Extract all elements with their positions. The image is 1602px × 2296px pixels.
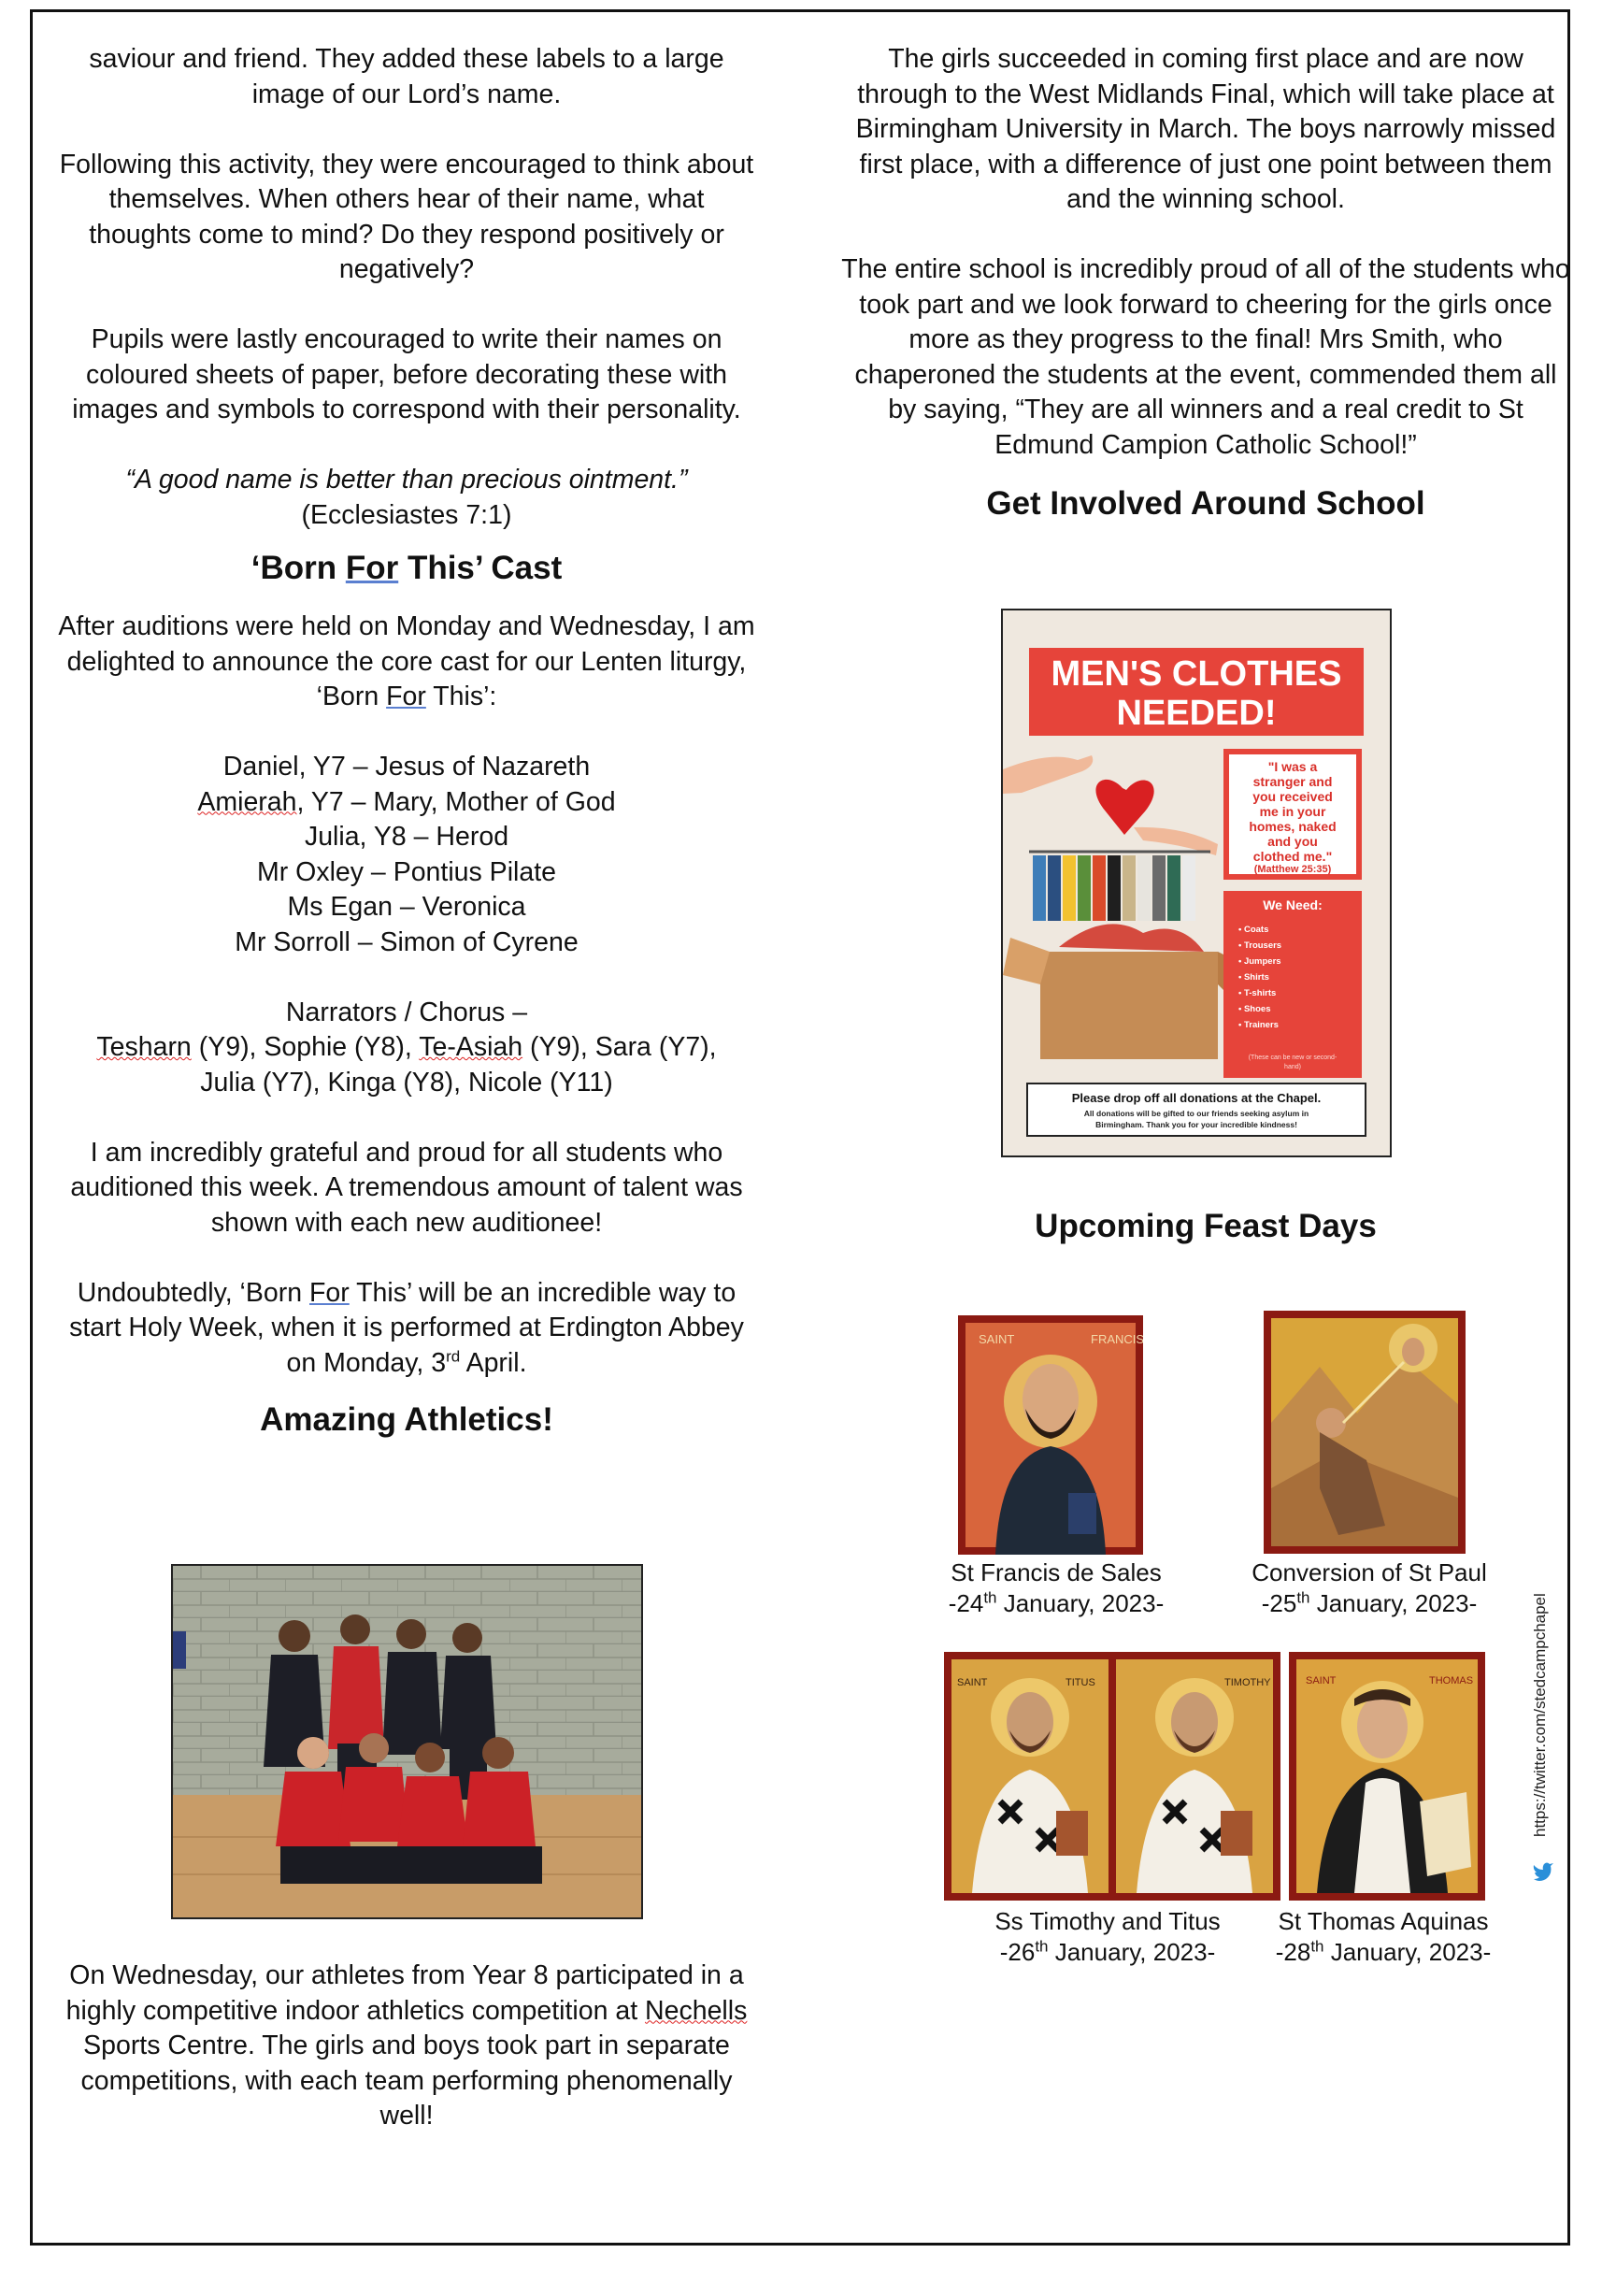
poster-need-item: • Shirts — [1238, 972, 1269, 983]
intro-paragraph-1: saviour and friend. They added these labels to a large image of our Lord’s name. — [89, 44, 724, 109]
poster-quote-line: and you — [1267, 834, 1318, 849]
athletics-team-photo — [171, 1564, 643, 1919]
clothes-appeal-poster — [1001, 609, 1392, 1157]
involved-heading: Get Involved Around School — [986, 485, 1425, 522]
feast-date: -24th January, 2023- — [948, 1588, 1165, 1617]
poster-title-line-2: NEEDED! — [1116, 694, 1277, 733]
feast-name: St Thomas Aquinas — [1278, 1907, 1489, 1935]
feast-name: St Francis de Sales — [951, 1558, 1162, 1586]
narrators-heading: Narrators / Chorus – — [285, 997, 528, 1027]
poster-quote-line: homes, naked — [1249, 819, 1337, 834]
poster-need-item: • Trainers — [1238, 1020, 1279, 1030]
thomas-icon-label-right: THOMAS — [1429, 1675, 1474, 1686]
feast-date: -26th January, 2023- — [999, 1937, 1216, 1966]
poster-artwork — [1003, 610, 1390, 1155]
poster-need-heading: We Need: — [1263, 897, 1323, 912]
poster-dropoff-text: All donations will be gifted to our friends seeking asylum in — [1083, 1109, 1309, 1118]
cast-item: Amierah, Y7 – Mary, Mother of God — [197, 786, 616, 817]
intro-paragraph-3: Pupils were lastly encouraged to write their names on coloured sheets of paper, before decorating these with images and symbols to correspond with their personality. — [72, 324, 741, 424]
cast-item: Julia, Y8 – Herod — [304, 822, 509, 852]
feast-name: Ss Timothy and Titus — [994, 1907, 1221, 1935]
aquinas-icon-image — [1289, 1652, 1485, 1901]
intro-paragraph-2: Following this activity, they were encouraged to think about themselves. When others hear of their name, what thoughts come to mind? Do they respond positively or negatively? — [59, 149, 754, 284]
cast-item: Daniel, Y7 – Jesus of Nazareth — [222, 752, 591, 782]
titus-icon-label-left: SAINT — [957, 1677, 988, 1688]
poster-need-item: • Trousers — [1238, 940, 1282, 951]
francis-icon-label-left: SAINT — [979, 1332, 1015, 1346]
feast-caption-aquinas — [1229, 1906, 1538, 1968]
scripture-reference: (Ecclesiastes 7:1) — [301, 499, 512, 530]
scripture-quote: “A good name is better than precious ointment.” — [125, 465, 688, 495]
poster-dropoff-text: Birmingham. Thank you for your incredible kindness! — [1095, 1120, 1297, 1129]
athletics-paragraph: On Wednesday, our athletes from Year 8 participated in a highly competitive indoor athletics competition at Nechells Sports Centre. The girls and boys took part in separate competitions, with each team performing phenomenally well! — [65, 1960, 748, 2131]
poster-items-note: hand) — [1284, 1064, 1301, 1070]
poster-need-item: • Jumpers — [1238, 956, 1281, 967]
poster-quote-line: you received — [1252, 789, 1333, 804]
cast-intro: After auditions were held on Monday and Wednesday, I am delighted to announce the core cast for our Lenten liturgy, ‘Born For This’: — [58, 611, 755, 711]
feast-name: Conversion of St Paul — [1252, 1558, 1487, 1586]
narrators-line-2: Julia (Y7), Kinga (Y8), Nicole (Y11) — [200, 1067, 613, 1098]
poster-quote-reference: (Matthew 25:35) — [1253, 864, 1332, 875]
icon-conversion-of-st-paul — [1264, 1311, 1466, 1554]
poster-need-item: • T-shirts — [1238, 988, 1277, 998]
francis-icon-image — [958, 1315, 1143, 1555]
poster-items-note: (These can be new or second- — [1248, 1055, 1337, 1061]
right-column — [841, 42, 1570, 524]
twitter-bird-icon — [1530, 1860, 1556, 1887]
feast-date: -25th January, 2023- — [1261, 1588, 1478, 1617]
cast-heading: ‘Born For This’ Cast — [250, 550, 563, 586]
thomas-icon-label-left: SAINT — [1306, 1675, 1337, 1686]
timothy-icon-label-right: TIMOTHY — [1224, 1677, 1271, 1688]
results-paragraph: The girls succeeded in coming first place and are now through to the West Midlands Final, which will take place at Birmingham University in March. The boys narrowly missed first place, with a difference of just one point between them and the winning school. — [855, 44, 1556, 214]
poster-dropoff-title: Please drop off all donations at the Chapel. — [1071, 1091, 1322, 1105]
cast-item: Ms Egan – Veronica — [287, 892, 526, 922]
titus-icon-label-right: TITUS — [1066, 1677, 1095, 1688]
cast-item: Mr Oxley – Pontius Pilate — [257, 856, 556, 887]
grateful-paragraph: I am incredibly grateful and proud for all students who auditioned this week. A tremendous amount of talent was shown with each new auditionee! — [70, 1137, 743, 1238]
cast-list — [56, 750, 757, 960]
poster-quote-line: "I was a — [1267, 759, 1318, 774]
left-column — [56, 42, 757, 1441]
poster-quote-line: clothed me." — [1252, 849, 1333, 864]
icon-thomas-aquinas — [1289, 1652, 1485, 1901]
feast-days-heading: Upcoming Feast Days — [1035, 1208, 1377, 1244]
timothy-titus-icon-image — [944, 1652, 1280, 1901]
feast-caption-paul — [1206, 1557, 1533, 1619]
francis-icon-label-right: FRANCIS — [1091, 1332, 1143, 1346]
paul-icon-image — [1264, 1311, 1466, 1554]
proud-paragraph: The entire school is incredibly proud of all of the students who took part and we look forward to cheering for the girls once more as they progress to the final! Mrs Smith, who chaperoned the students at the event, commended them all by saying, “They are all winners and a real credit to St Edmund Campion Catholic School!” — [841, 254, 1570, 460]
poster-quote-line: me in your — [1259, 804, 1326, 819]
narrators-line-1: Tesharn (Y9), Sophie (Y8), Te-Asiah (Y9), Sara (Y7), — [96, 1032, 717, 1062]
feast-caption-francis — [897, 1557, 1215, 1619]
athletics-heading: Amazing Athletics! — [260, 1401, 553, 1438]
poster-need-item: • Shoes — [1238, 1004, 1271, 1014]
icon-timothy-and-titus — [944, 1652, 1280, 1901]
icon-francis-de-sales — [958, 1315, 1143, 1555]
athletics-photo-illustration — [173, 1566, 641, 1917]
poster-quote-line: stranger and — [1252, 774, 1333, 789]
cast-item: Mr Sorroll – Simon of Cyrene — [235, 926, 579, 957]
feast-date: -28th January, 2023- — [1275, 1937, 1492, 1966]
poster-title-line-1: MEN'S CLOTHES — [1051, 654, 1342, 694]
twitter-link[interactable]: https://twitter.com/stedcampchapel — [1531, 1593, 1549, 1837]
feast-caption-timothy-titus — [949, 1906, 1266, 1968]
poster-need-item: • Coats — [1238, 925, 1269, 935]
holy-week-paragraph: Undoubtedly, ‘Born For This’ will be an incredible way to start Holy Week, when it is performed at Erdington Abbey on Monday, 3rd April. — [69, 1277, 744, 1378]
